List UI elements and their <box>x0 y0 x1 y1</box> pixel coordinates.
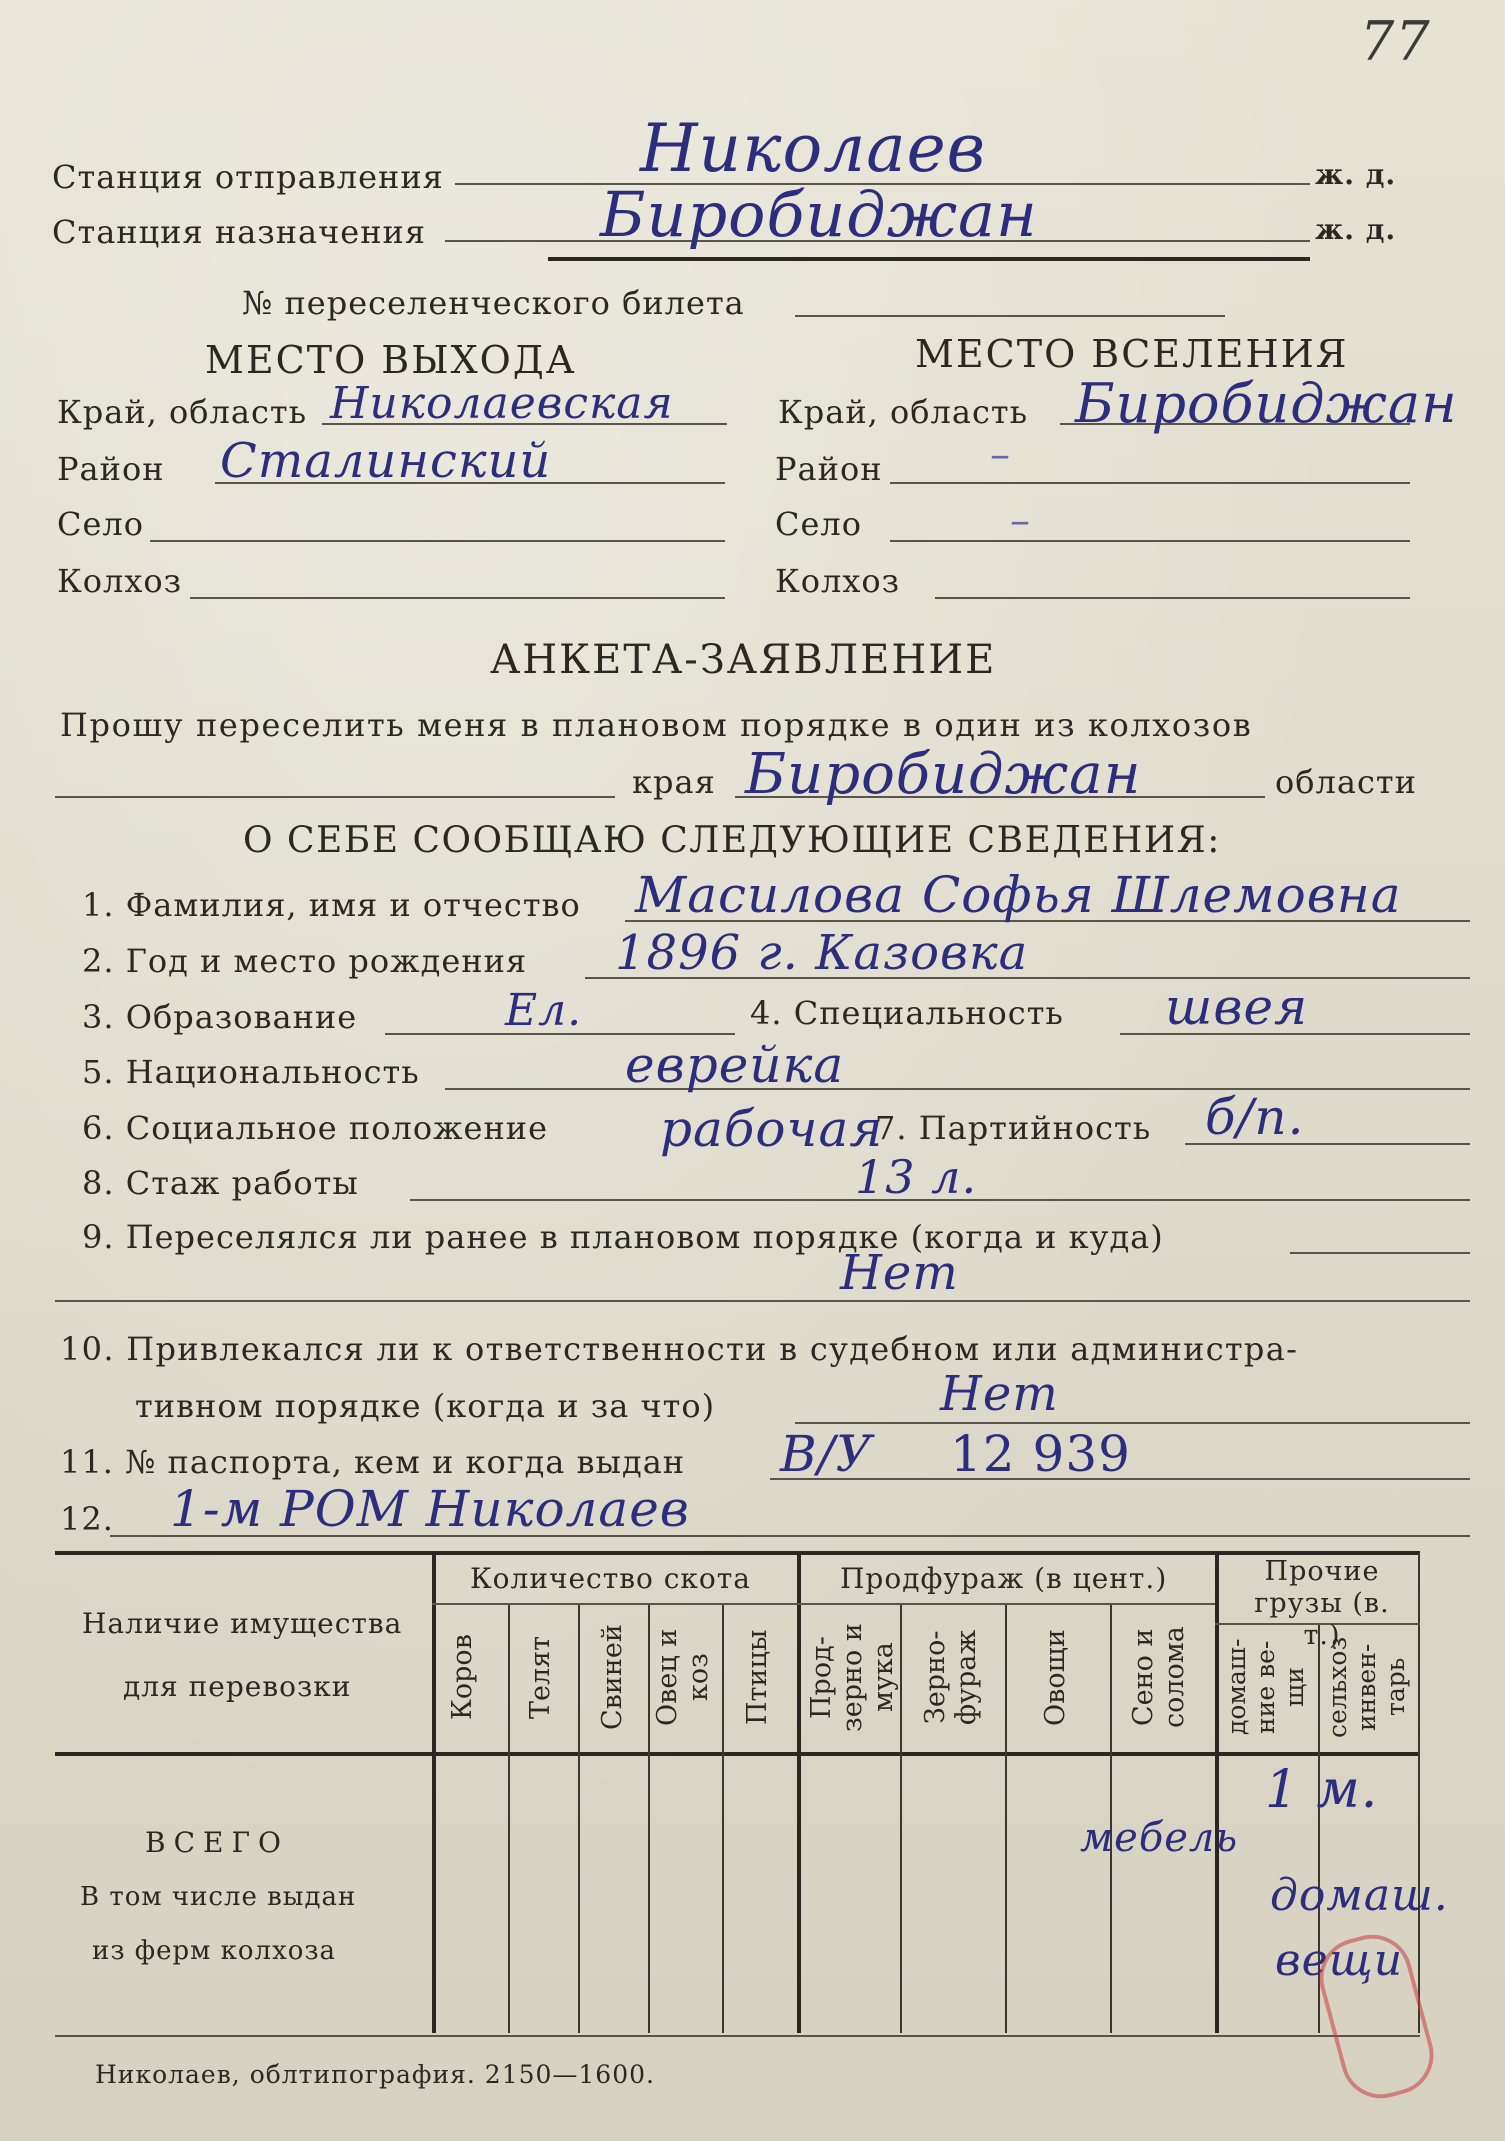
form-title: АНКЕТА-ЗАЯВЛЕНИЕ <box>490 637 997 683</box>
table-vline-rowhead <box>432 1553 436 2033</box>
row-head-b: для перевозки <box>123 1670 352 1703</box>
group-livestock: Количество скота <box>470 1562 751 1595</box>
page-number: 77 <box>1360 10 1431 73</box>
destination-label: Станция назначения <box>52 213 427 251</box>
settlement-title: МЕСТО ВСЕЛЕНИЯ <box>915 332 1349 376</box>
field-3-label: 3. Образование <box>82 998 358 1036</box>
departure-label: Станция отправления <box>52 158 444 196</box>
settlement-village-line <box>890 540 1410 542</box>
field-9-value: Нет <box>840 1245 959 1301</box>
field-9-line-b <box>55 1300 1470 1302</box>
ticket-line <box>795 315 1225 317</box>
request-krai: края <box>632 763 716 801</box>
field-5-value: еврейка <box>625 1036 845 1094</box>
origin-district-value: Сталинский <box>220 433 552 489</box>
col-head-cows: Коров <box>447 1634 478 1721</box>
departure-rail-suffix: ж. д. <box>1315 158 1397 191</box>
field-4-label: 4. Специальность <box>750 994 1064 1032</box>
origin-region-label: Край, область <box>57 393 307 431</box>
field-9-label: 9. Переселялся ли ранее в плановом порядке (когда и куда) <box>82 1218 1164 1256</box>
col-head-hay-straw: Сено и солома <box>1128 1626 1190 1729</box>
field-10-line <box>795 1422 1470 1424</box>
settlement-region-label: Край, область <box>778 393 1028 431</box>
table-bottom-border <box>55 2035 1420 2037</box>
issued-b: из ферм колхоза <box>92 1936 337 1966</box>
table-vline-5 <box>900 1603 902 2033</box>
group-other: Прочие грузы (в. т.) <box>1254 1556 1390 1651</box>
field-3-value: Ел. <box>505 985 583 1036</box>
destination-rail-suffix: ж. д. <box>1315 213 1397 246</box>
col-head-calves: Телят <box>525 1635 556 1720</box>
request-krai-line <box>55 796 615 798</box>
field-12-label: 12. <box>60 1500 114 1538</box>
settlement-district-label: Район <box>775 450 883 488</box>
table-vline-2 <box>578 1603 580 2033</box>
settlement-village-label: Село <box>775 505 863 543</box>
settlement-region-value: Биробиджан <box>1075 372 1458 435</box>
red-stamp-mark <box>1310 1926 1442 2108</box>
field-7-value: б/п. <box>1205 1088 1305 1146</box>
ticket-label: № переселенческого билета <box>242 284 745 322</box>
col-head-farm-tools: сельхоз инвен- тарь <box>1323 1636 1410 1738</box>
field-12-value: 1-м РОМ Николаев <box>170 1480 690 1538</box>
cargo-value-d: вещи <box>1275 1935 1404 1986</box>
table-vline-right <box>1418 1553 1420 2033</box>
cargo-value-c: домаш. <box>1270 1870 1449 1921</box>
request-line-1: Прошу переселить меня в плановом порядке в один из колхозов <box>60 706 1253 744</box>
field-1-label: 1. Фамилия, имя и отчество <box>82 886 581 924</box>
field-5-label: 5. Национальность <box>82 1053 420 1091</box>
printer-imprint: Николаев, облтипография. 2150—1600. <box>95 2060 655 2089</box>
table-vline-4 <box>722 1603 724 2033</box>
table-vline-livestock-end <box>797 1553 801 2033</box>
field-8-label: 8. Стаж работы <box>82 1164 359 1202</box>
total-label: ВСЕГО <box>145 1826 289 1859</box>
origin-kolkhoz-label: Колхоз <box>57 562 183 600</box>
settlement-village-value: – <box>1010 498 1031 544</box>
table-group-divider <box>432 1603 1215 1605</box>
departure-value: Николаев <box>640 110 987 187</box>
field-10-label-b: тивном порядке (когда и за что) <box>135 1387 716 1425</box>
field-6-value: рабочая <box>660 1100 884 1158</box>
field-11-value-b: 12 939 <box>950 1425 1131 1483</box>
request-value: Биробиджан <box>745 742 1142 807</box>
table-vline-fodder-end <box>1215 1553 1219 2033</box>
field-11-value-a: В/У <box>780 1425 873 1483</box>
field-2-value: 1896 г. Казовка <box>615 925 1029 981</box>
cargo-value-b: мебель <box>1080 1815 1239 1861</box>
settlement-kolkhoz-label: Колхоз <box>775 562 901 600</box>
table-vline-3 <box>648 1603 650 2033</box>
destination-value: Биробиджан <box>600 178 1038 251</box>
origin-district-label: Район <box>57 450 165 488</box>
settlement-district-value: – <box>990 432 1011 478</box>
table-vline-1 <box>508 1603 510 2033</box>
field-8-value: 13 л. <box>855 1150 978 1204</box>
field-6-label: 6. Социальное положение <box>82 1109 549 1147</box>
field-2-label: 2. Год и место рождения <box>82 942 528 980</box>
field-9-line-a <box>1290 1252 1470 1254</box>
col-head-sheep-goats: Овец и коз <box>652 1628 714 1727</box>
field-10-value: Нет <box>940 1366 1059 1422</box>
table-vline-6 <box>1005 1603 1007 2033</box>
col-head-vegetables: Овощи <box>1040 1629 1071 1726</box>
cargo-value-a: 1 м. <box>1265 1760 1379 1820</box>
col-head-feed-grain: Зерно- фураж <box>920 1629 982 1726</box>
origin-title: МЕСТО ВЫХОДА <box>205 338 577 382</box>
field-1-value: Масилова Софья Шлемовна <box>635 866 1402 924</box>
col-head-household: домаш- ние ве- щи <box>1222 1638 1309 1736</box>
issued-a: В том числе выдан <box>80 1882 357 1912</box>
col-head-poultry: Птицы <box>742 1629 773 1726</box>
col-head-pigs: Свиней <box>597 1624 628 1731</box>
row-head-a: Наличие имущества <box>82 1607 403 1640</box>
field-10-label-a: 10. Привлекался ли к ответственности в судебном или администра- <box>60 1330 1299 1368</box>
origin-kolkhoz-line <box>190 597 725 599</box>
settlement-district-line <box>890 482 1410 484</box>
field-5-line <box>445 1088 1470 1090</box>
settlement-kolkhoz-line <box>935 597 1410 599</box>
field-4-value: швея <box>1165 978 1309 1036</box>
request-oblast: области <box>1275 763 1417 801</box>
origin-village-label: Село <box>57 505 145 543</box>
field-11-label: 11. № паспорта, кем и когда выдан <box>60 1443 686 1481</box>
destination-underline <box>548 257 1310 261</box>
group-fodder: Продфураж (в цент.) <box>840 1562 1168 1595</box>
info-title: О СЕБЕ СООБЩАЮ СЛЕДУЮЩИЕ СВЕДЕНИЯ: <box>243 820 1221 861</box>
field-7-label: 7. Партийность <box>875 1109 1152 1147</box>
origin-region-value: Николаевская <box>330 378 674 429</box>
origin-village-line <box>150 540 725 542</box>
col-head-food-grain: Прод- зерно и мука <box>806 1623 899 1732</box>
